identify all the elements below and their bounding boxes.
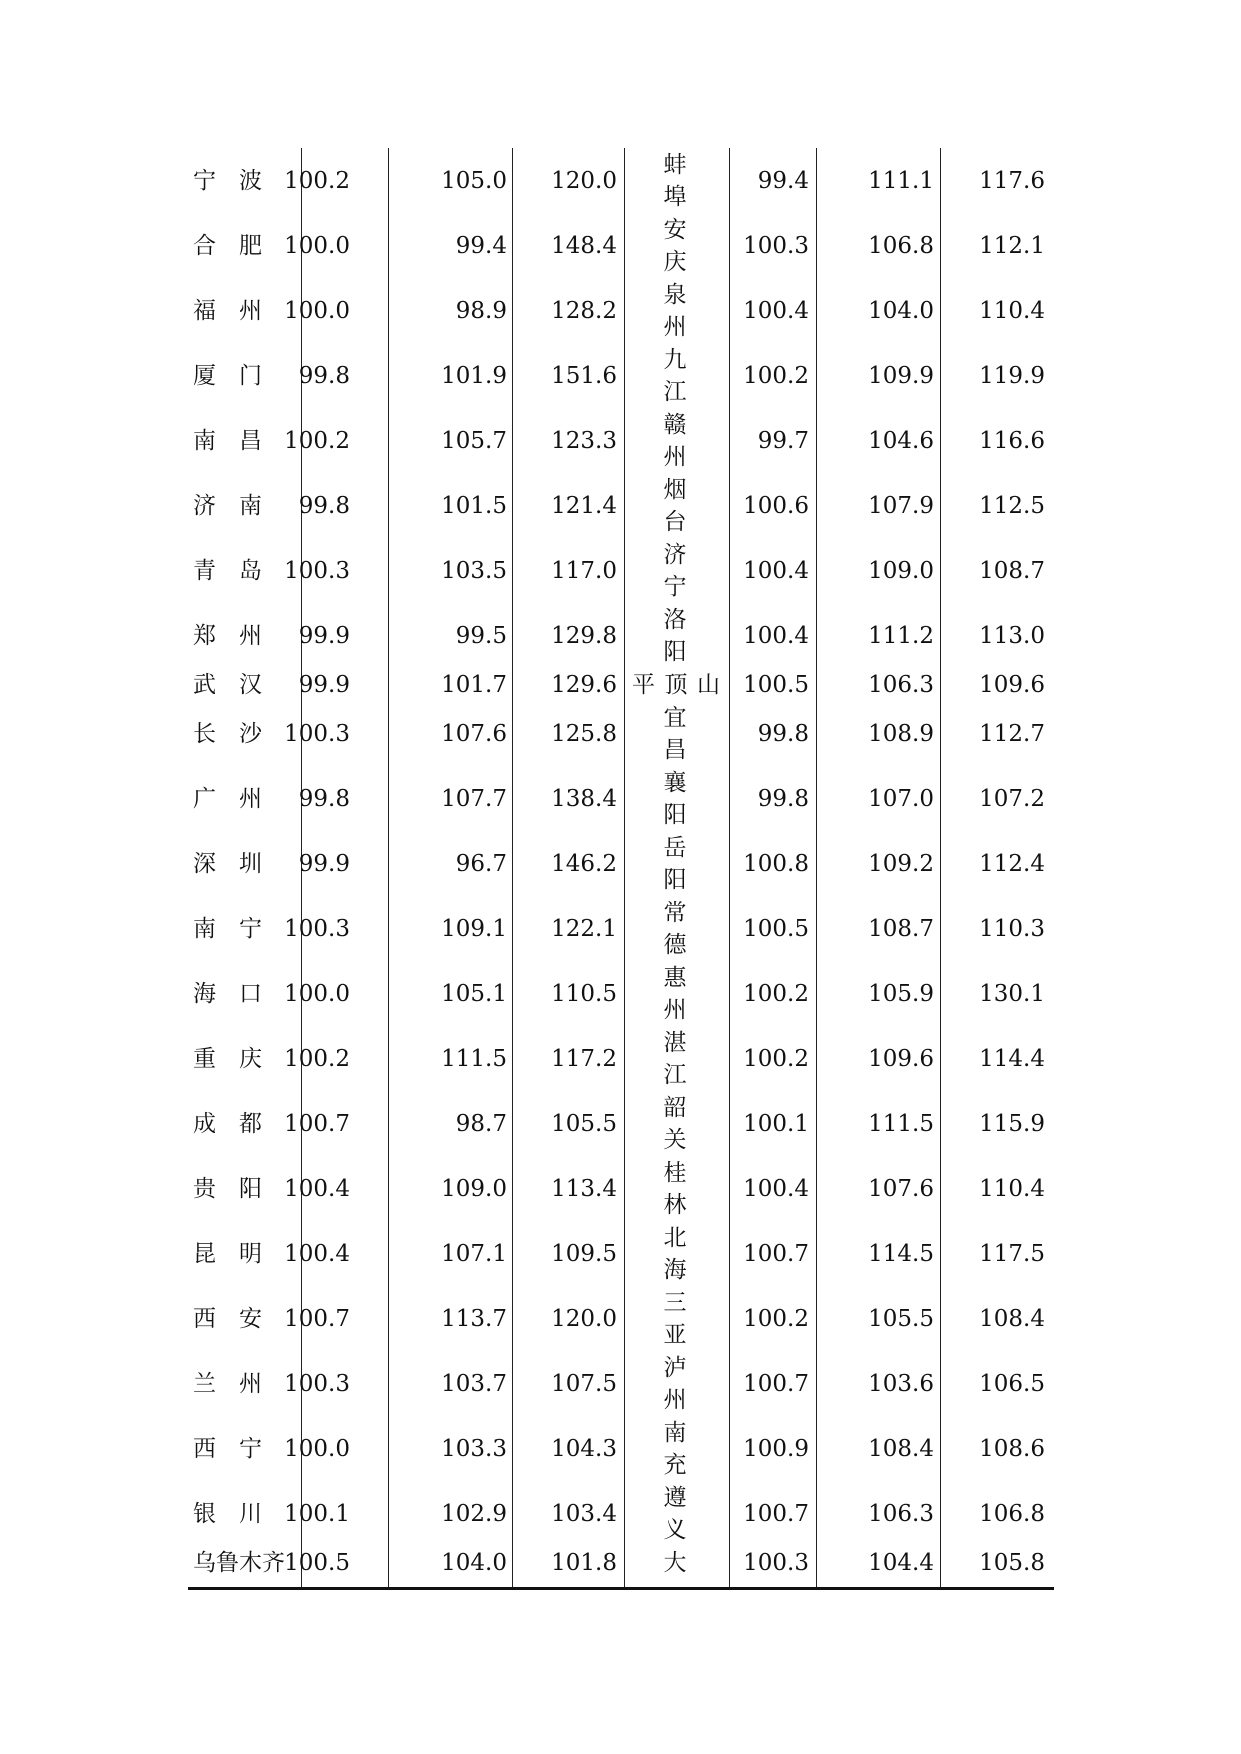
city-name-right: 韶 关 [663, 1095, 687, 1153]
index-value: 105.5 [551, 1111, 617, 1137]
index-value: 99.4 [455, 233, 507, 259]
city-name-left: 海 口 [193, 981, 262, 1007]
index-value: 117.2 [551, 1046, 617, 1072]
index-value: 138.4 [551, 786, 617, 812]
index-value: 107.2 [979, 786, 1045, 812]
index-value: 100.0 [284, 981, 350, 1007]
index-value: 100.0 [284, 1436, 350, 1462]
index-value: 109.6 [868, 1046, 934, 1072]
index-value: 117.0 [551, 558, 617, 584]
index-value: 100.2 [284, 1046, 350, 1072]
city-name-left: 重 庆 [193, 1046, 262, 1072]
index-value: 100.4 [743, 298, 809, 324]
index-value: 99.5 [455, 623, 507, 649]
index-value: 103.5 [441, 558, 507, 584]
index-value: 100.2 [743, 363, 809, 389]
index-value: 100.2 [743, 981, 809, 1007]
index-value: 112.1 [979, 233, 1045, 259]
city-name-left: 南 昌 [193, 428, 262, 454]
index-value: 100.2 [284, 428, 350, 454]
city-name-left: 银 川 [193, 1501, 262, 1527]
index-value: 108.4 [979, 1306, 1045, 1332]
city-name-right: 宜 昌 [663, 705, 687, 763]
index-value: 112.4 [979, 851, 1045, 877]
city-name-left: 郑 州 [193, 623, 262, 649]
city-name-right: 蚌 埠 [663, 152, 687, 210]
index-value: 99.8 [298, 363, 350, 389]
index-value: 108.7 [979, 558, 1045, 584]
index-value: 100.2 [284, 168, 350, 194]
index-value: 103.6 [868, 1371, 934, 1397]
index-value: 129.6 [551, 672, 617, 698]
city-name-left: 合 肥 [193, 233, 262, 259]
index-value: 110.3 [979, 916, 1045, 942]
index-value: 99.8 [298, 786, 350, 812]
index-value: 107.9 [868, 493, 934, 519]
index-value: 109.5 [551, 1241, 617, 1267]
index-value: 100.4 [284, 1176, 350, 1202]
city-name-left: 长 沙 [193, 721, 262, 747]
index-value: 99.8 [757, 721, 809, 747]
city-name-right: 安 庆 [663, 217, 687, 275]
city-name-right: 赣 州 [663, 412, 687, 470]
column-divider [940, 148, 941, 1588]
index-value: 109.0 [868, 558, 934, 584]
index-value: 117.6 [979, 168, 1045, 194]
index-value: 100.2 [743, 1306, 809, 1332]
index-value: 100.3 [284, 1371, 350, 1397]
index-value: 108.7 [868, 916, 934, 942]
index-value: 98.9 [455, 298, 507, 324]
column-divider [512, 148, 513, 1588]
index-value: 111.5 [441, 1046, 507, 1072]
index-value: 107.6 [868, 1176, 934, 1202]
index-value: 100.1 [743, 1111, 809, 1137]
index-value: 109.9 [868, 363, 934, 389]
index-value: 101.8 [551, 1550, 617, 1576]
index-value: 113.4 [551, 1176, 617, 1202]
city-name-left: 昆 明 [193, 1241, 262, 1267]
index-value: 105.7 [441, 428, 507, 454]
index-value: 105.0 [441, 168, 507, 194]
index-value: 109.0 [441, 1176, 507, 1202]
city-name-right: 遵 义 [663, 1485, 687, 1543]
index-value: 102.9 [441, 1501, 507, 1527]
city-name-left: 厦 门 [193, 363, 262, 389]
index-value: 106.3 [868, 1501, 934, 1527]
index-value: 104.6 [868, 428, 934, 454]
city-name-left: 广 州 [193, 786, 262, 812]
index-value: 103.4 [551, 1501, 617, 1527]
index-value: 99.7 [757, 428, 809, 454]
column-divider [816, 148, 817, 1588]
index-value: 100.3 [743, 233, 809, 259]
city-name-right: 洛 阳 [663, 607, 687, 665]
table-bottom-rule [188, 1587, 1054, 1590]
index-value: 151.6 [551, 363, 617, 389]
index-value: 100.5 [743, 672, 809, 698]
index-value: 105.1 [441, 981, 507, 1007]
city-name-right: 襄 阳 [663, 770, 687, 828]
index-value: 100.7 [284, 1111, 350, 1137]
index-value: 120.0 [551, 168, 617, 194]
index-value: 106.8 [979, 1501, 1045, 1527]
city-name-left: 宁 波 [193, 168, 262, 194]
city-name-right: 济 宁 [663, 542, 687, 600]
index-value: 119.9 [979, 363, 1045, 389]
index-value: 105.5 [868, 1306, 934, 1332]
index-value: 107.5 [551, 1371, 617, 1397]
index-value: 100.4 [743, 558, 809, 584]
city-name-left: 福 州 [193, 298, 262, 324]
city-name-right: 桂 林 [663, 1160, 687, 1218]
index-value: 100.7 [743, 1371, 809, 1397]
index-value: 114.4 [979, 1046, 1045, 1072]
index-value: 110.4 [979, 1176, 1045, 1202]
city-name-right: 南 充 [663, 1420, 687, 1478]
index-value: 100.4 [743, 623, 809, 649]
column-divider [388, 148, 389, 1588]
index-value: 130.1 [979, 981, 1045, 1007]
index-value: 99.9 [298, 623, 350, 649]
index-value: 110.4 [979, 298, 1045, 324]
city-name-right: 三 亚 [663, 1290, 687, 1348]
index-value: 100.7 [743, 1241, 809, 1267]
index-value: 107.7 [441, 786, 507, 812]
city-name-left: 济 南 [193, 493, 262, 519]
index-value: 100.7 [284, 1306, 350, 1332]
index-value: 120.0 [551, 1306, 617, 1332]
city-name-left: 深 圳 [193, 851, 262, 877]
index-value: 116.6 [979, 428, 1045, 454]
index-value: 106.3 [868, 672, 934, 698]
city-name-right: 泸 州 [663, 1355, 687, 1413]
city-name-left: 西 宁 [193, 1436, 262, 1462]
index-value: 100.9 [743, 1436, 809, 1462]
index-value: 106.5 [979, 1371, 1045, 1397]
city-name-right: 岳 阳 [663, 835, 687, 893]
city-name-right: 泉 州 [663, 282, 687, 340]
index-value: 100.3 [284, 721, 350, 747]
index-value: 129.8 [551, 623, 617, 649]
index-value: 104.0 [868, 298, 934, 324]
index-value: 107.0 [868, 786, 934, 812]
index-value: 109.1 [441, 916, 507, 942]
index-value: 100.5 [284, 1550, 350, 1576]
city-name-right: 平 顶 山 [632, 672, 720, 698]
city-name-left: 贵 阳 [193, 1176, 262, 1202]
city-name-left: 青 岛 [193, 558, 262, 584]
index-value: 103.3 [441, 1436, 507, 1462]
city-name-left: 乌鲁木齐 [193, 1550, 285, 1576]
index-value: 107.1 [441, 1241, 507, 1267]
index-value: 100.3 [743, 1550, 809, 1576]
index-value: 100.5 [743, 916, 809, 942]
index-value: 112.7 [979, 721, 1045, 747]
index-value: 109.2 [868, 851, 934, 877]
index-value: 99.9 [298, 851, 350, 877]
index-value: 100.6 [743, 493, 809, 519]
index-value: 104.0 [441, 1550, 507, 1576]
index-value: 105.8 [979, 1550, 1045, 1576]
index-value: 100.3 [284, 558, 350, 584]
city-name-left: 武 汉 [193, 672, 262, 698]
index-value: 99.8 [757, 786, 809, 812]
index-value: 101.9 [441, 363, 507, 389]
index-value: 122.1 [551, 916, 617, 942]
index-value: 113.0 [979, 623, 1045, 649]
city-name-right: 北 海 [663, 1225, 687, 1283]
index-value: 146.2 [551, 851, 617, 877]
index-value: 100.4 [743, 1176, 809, 1202]
index-value: 148.4 [551, 233, 617, 259]
index-value: 103.7 [441, 1371, 507, 1397]
index-value: 111.2 [868, 623, 934, 649]
index-value: 112.5 [979, 493, 1045, 519]
index-value: 100.4 [284, 1241, 350, 1267]
index-value: 117.5 [979, 1241, 1045, 1267]
index-value: 104.3 [551, 1436, 617, 1462]
index-value: 100.3 [284, 916, 350, 942]
city-name-right: 常 德 [663, 900, 687, 958]
city-name-left: 西 安 [193, 1306, 262, 1332]
city-name-right: 九 江 [663, 347, 687, 405]
index-value: 121.4 [551, 493, 617, 519]
index-value: 101.7 [441, 672, 507, 698]
city-name-left: 兰 州 [193, 1371, 262, 1397]
index-value: 106.8 [868, 233, 934, 259]
column-divider [624, 148, 625, 1588]
index-value: 98.7 [455, 1111, 507, 1137]
index-value: 108.4 [868, 1436, 934, 1462]
index-value: 100.2 [743, 1046, 809, 1072]
index-value: 123.3 [551, 428, 617, 454]
index-value: 101.5 [441, 493, 507, 519]
index-value: 100.1 [284, 1501, 350, 1527]
index-value: 114.5 [868, 1241, 934, 1267]
index-value: 113.7 [441, 1306, 507, 1332]
index-value: 100.0 [284, 298, 350, 324]
index-value: 99.9 [298, 672, 350, 698]
index-value: 115.9 [979, 1111, 1045, 1137]
index-value: 108.9 [868, 721, 934, 747]
city-name-right: 大 [663, 1550, 687, 1576]
index-value: 109.6 [979, 672, 1045, 698]
city-name-left: 南 宁 [193, 916, 262, 942]
city-name-right: 烟 台 [663, 477, 687, 535]
index-value: 111.5 [868, 1111, 934, 1137]
index-value: 99.8 [298, 493, 350, 519]
city-name-left: 成 都 [193, 1111, 262, 1137]
index-value: 105.9 [868, 981, 934, 1007]
index-value: 111.1 [868, 168, 934, 194]
index-value: 107.6 [441, 721, 507, 747]
index-value: 128.2 [551, 298, 617, 324]
index-value: 125.8 [551, 721, 617, 747]
index-value: 104.4 [868, 1550, 934, 1576]
index-value: 110.5 [551, 981, 617, 1007]
index-value: 100.8 [743, 851, 809, 877]
index-value: 100.0 [284, 233, 350, 259]
city-name-right: 湛 江 [663, 1030, 687, 1088]
index-value: 100.7 [743, 1501, 809, 1527]
index-value: 96.7 [455, 851, 507, 877]
index-value: 99.4 [757, 168, 809, 194]
city-name-right: 惠 州 [663, 965, 687, 1023]
index-value: 108.6 [979, 1436, 1045, 1462]
